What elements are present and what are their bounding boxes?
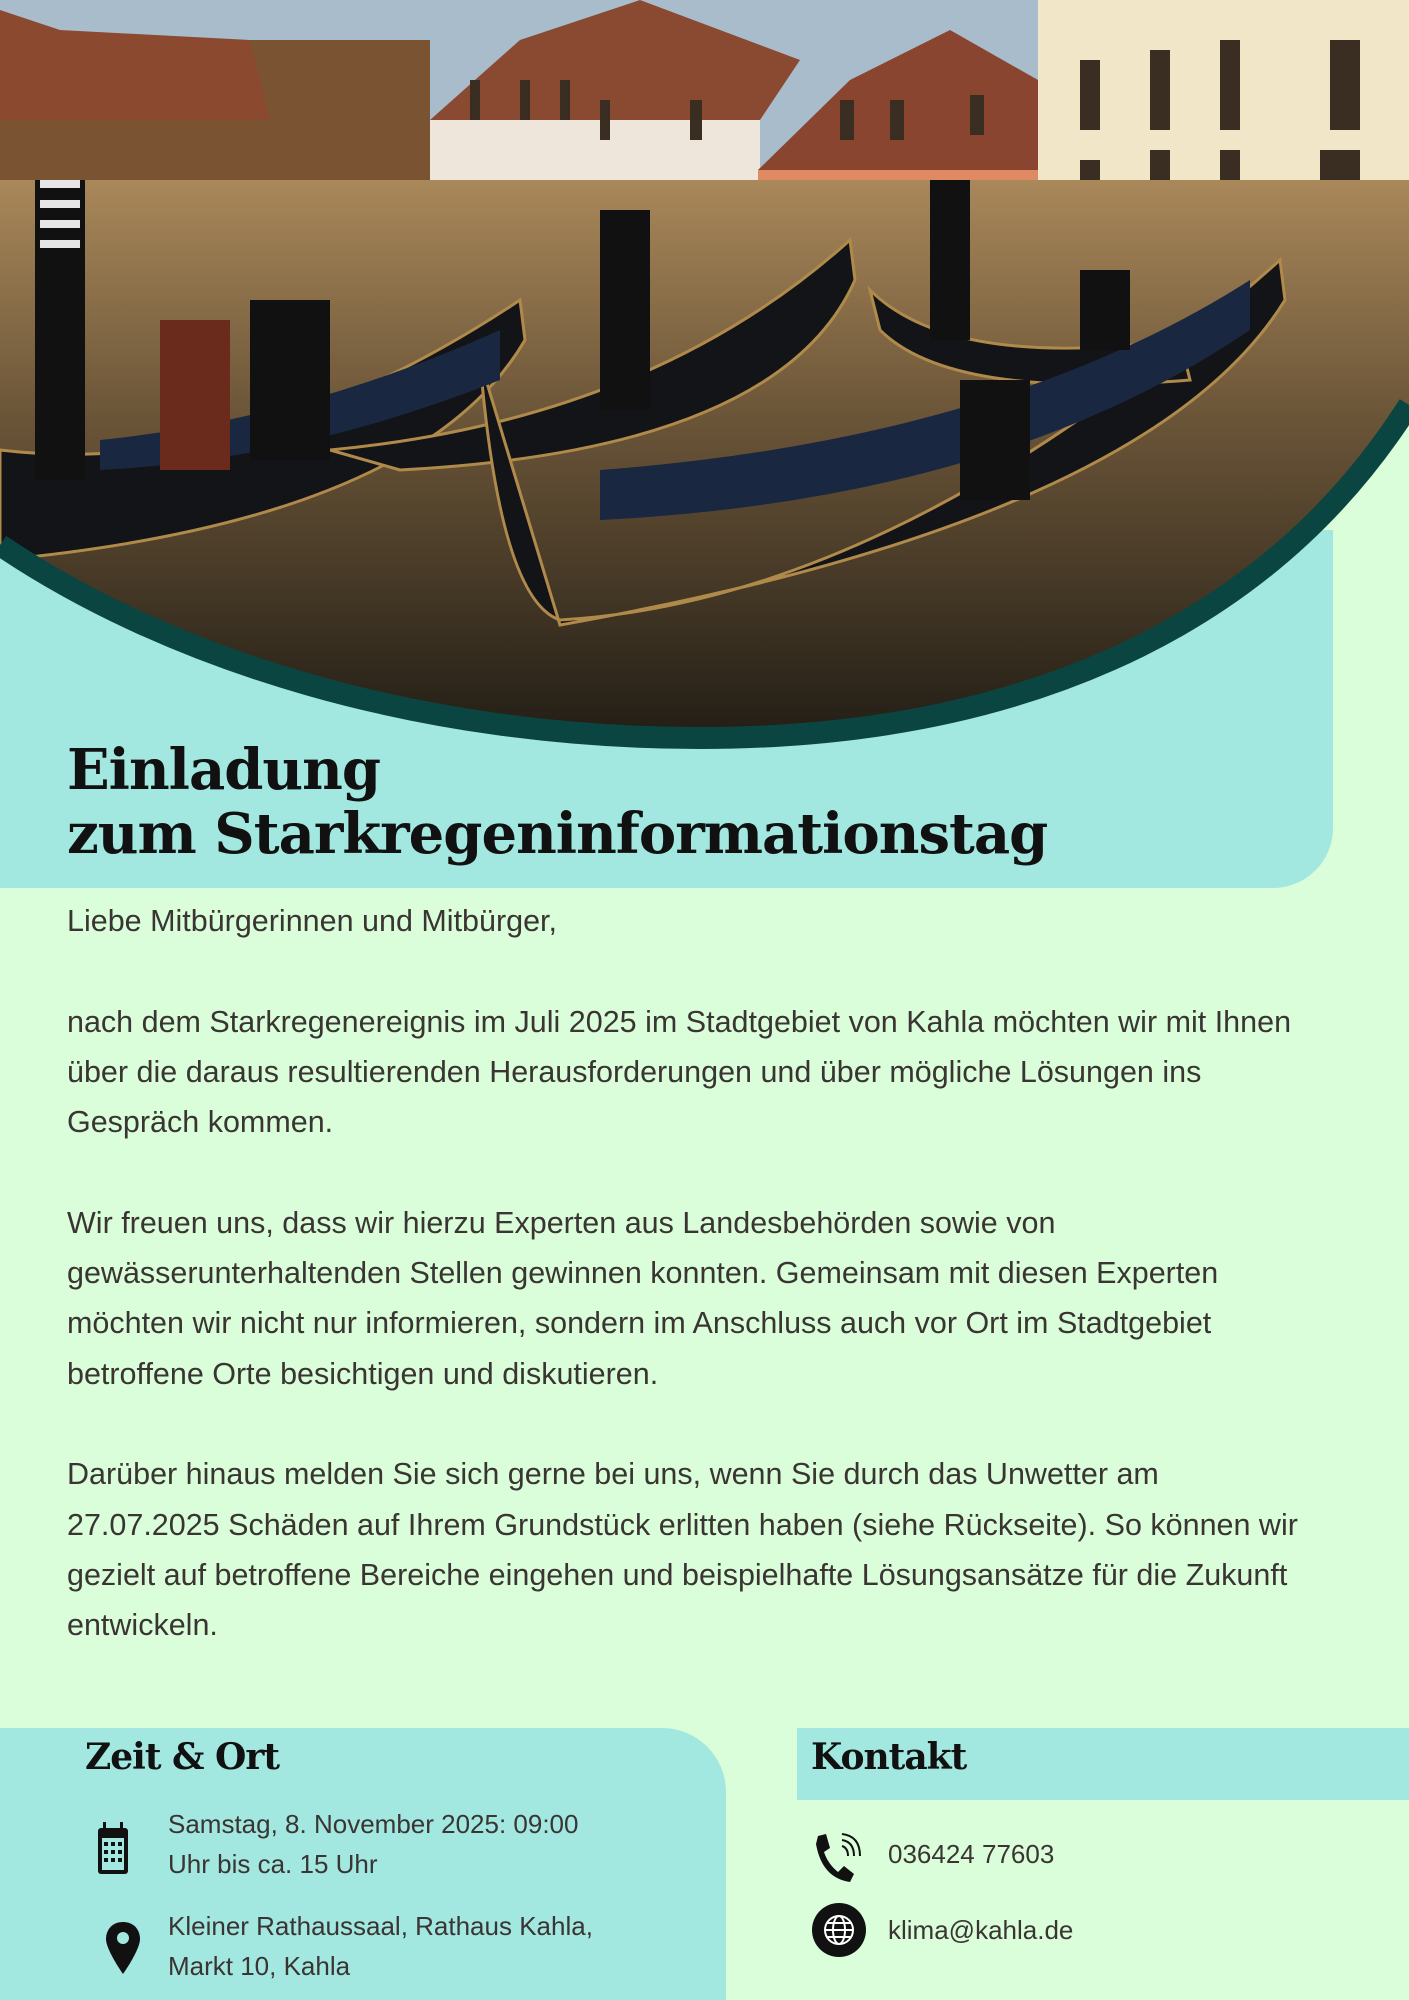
globe-icon [812, 1903, 866, 1957]
location-pin-icon [104, 1920, 142, 1976]
paragraph: Wir freuen uns, dass wir hierzu Experten aus Landesbehörden sowie von gewässerunterhaltenden Stellen gewinnen konnten. Gemeinsam mit diesen Experten möchten wir nicht nur informieren, sondern im Anschluss auch vor Ort im Stadtgebiet betroffene Orte besichtigen und diskutieren. [67, 1205, 1219, 1391]
greeting: Liebe Mitbürgerinnen und Mitbürger, [67, 904, 557, 938]
date-line-1: Samstag, 8. November 2025: 09:00 [168, 1809, 579, 1839]
page-title [67, 738, 1047, 866]
paragraph: Darüber hinaus melden Sie sich gerne bei uns, wenn Sie durch das Unwetter am 27.07.2025 Schäden auf Ihrem Grundstück erlitten haben (siehe Rückseite). So können wir gezielt auf betroffene Bereiche eingehen und beispielhafte Lösungsansätze für die Zukunft entwickeln. [67, 1457, 1298, 1643]
title-line-1: Einladung [67, 737, 380, 803]
header-photo [0, 0, 1409, 770]
phone-icon [812, 1832, 866, 1884]
place-line-2: Markt 10, Kahla [168, 1951, 351, 1981]
letter-body [67, 896, 1347, 1701]
event-place [168, 1906, 593, 1986]
paragraph: nach dem Starkregenereignis im Juli 2025 im Stadtgebiet von Kahla möchten wir mit Ihnen über die daraus resultierenden Herausforderungen und über mögliche Lösungen ins Gespräch kommen. [67, 1004, 1292, 1140]
place-line-1: Kleiner Rathaussaal, Rathaus Kahla, [168, 1911, 593, 1941]
zeit-ort-heading: Zeit & Ort [85, 1736, 280, 1778]
title-line-2: zum Starkregeninformationstag [67, 801, 1048, 867]
event-date [168, 1804, 578, 1884]
calendar-icon [97, 1820, 129, 1876]
date-line-2: Uhr bis ca. 15 Uhr [168, 1849, 378, 1879]
phone-number[interactable]: 036424 77603 [888, 1839, 1055, 1869]
email-link[interactable]: klima@kahla.de [888, 1915, 1074, 1945]
kontakt-heading: Kontakt [811, 1736, 967, 1778]
